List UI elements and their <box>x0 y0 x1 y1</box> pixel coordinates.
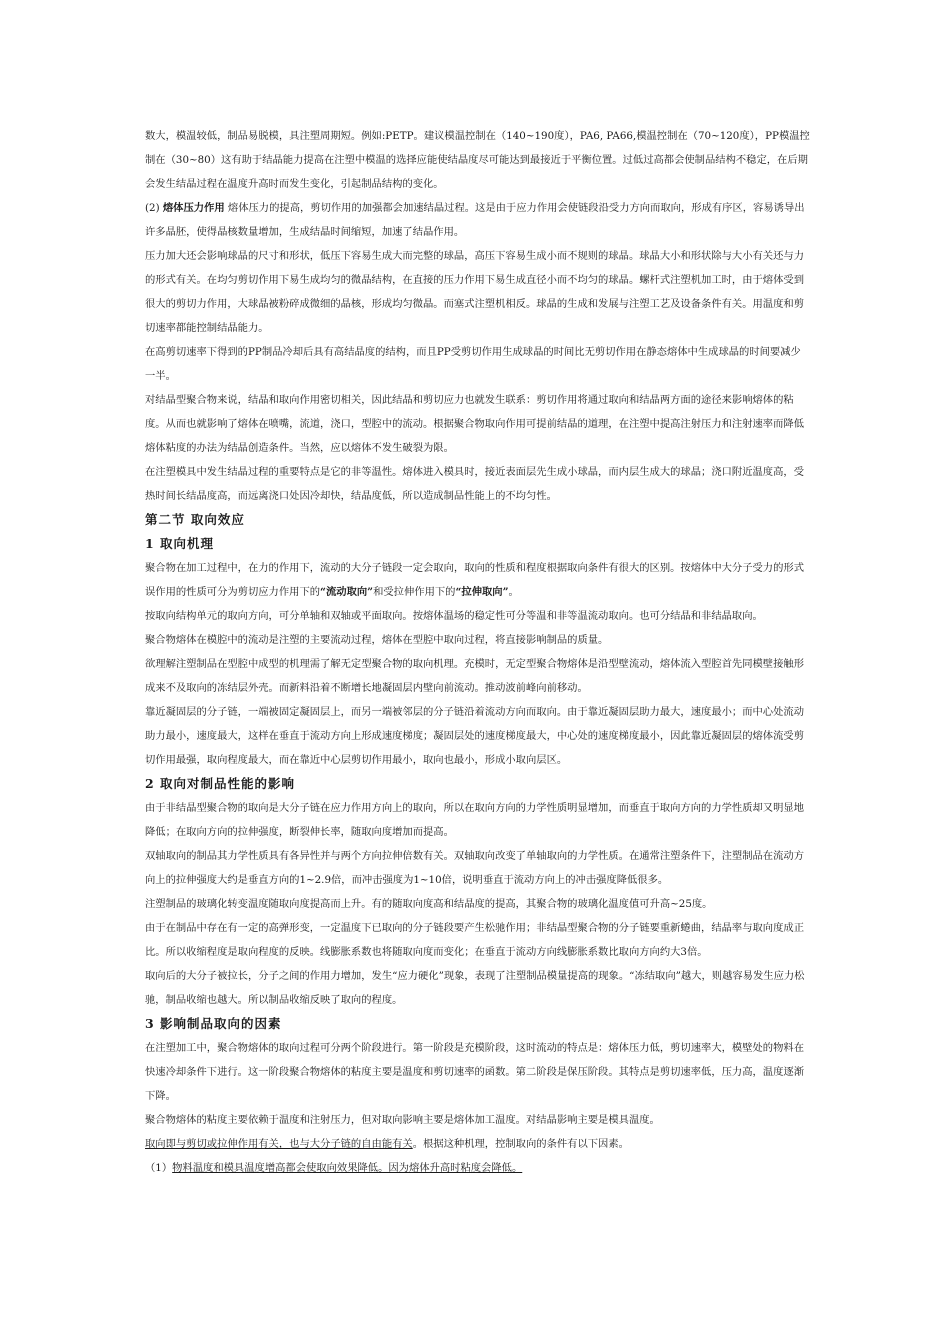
paragraph-crystallization-orientation: 对结晶型聚合物来说，结晶和取向作用密切相关，因此结晶和剪切应力也就发生联系：剪切作用将通过取向和结晶两方面的途径来影响熔体的粘度。从而也就影响了熔体在喷嘴，流道，浇口，型腔中的流动。根据聚合物取向作用可提前结晶的道理，在注塑中提高注射压力和注射速率而降低熔体粘度的办法为结晶创造条件。当然，应以熔体不发生破裂为限。 <box>145 394 804 454</box>
subheading-orientation-mechanism: 1 取向机理 <box>145 536 215 551</box>
section-heading: 第二节 取向效应 <box>145 512 245 527</box>
paragraph-viscosity: 聚合物熔体的粘度主要依赖于温度和注射压力，但对取向影响主要是熔体加工温度。对结晶影响主要是模具温度。 <box>145 1114 660 1126</box>
item-number: (2) <box>145 202 163 214</box>
item-number: （1） <box>145 1162 173 1174</box>
paragraph-cavity-flow: 聚合物熔体在模腔中的流动是注塑的主要流动过程，熔体在型腔中取向过程，将直接影响制品的质量。 <box>145 634 609 646</box>
underlined-text: 物料温度和模具温度增高都会使取向效果降低。因为熔体升高时粘度会降低。 <box>172 1162 523 1174</box>
paragraph-orientation-classification: 按取向结构单元的取向方向，可分单轴和双轴或平面取向。按熔体温场的稳定性可分等温和非等温流动取向。也可分结晶和非结晶取向。 <box>145 610 763 622</box>
paragraph-amorphous-mechanism: 欲理解注塑制品在型腔中成型的机理需了解无定型聚合物的取向机理。充模时，无定型聚合物熔体是沿型壁流动，熔体流入型腔首先同模壁接触形成来不及取向的冻结层外壳。而新料沿着不断增长地凝固层内壁向前流动。推动波前峰向前移动。 <box>145 658 804 694</box>
subheading-orientation-factors: 3 影响制品取向的因素 <box>145 1016 282 1031</box>
bold-term-stretch-orientation: “拉伸取向” <box>455 586 509 598</box>
paragraph-temperature-factor <box>145 1156 810 1180</box>
paragraph-glass-transition: 注塑制品的玻璃化转变温度随取向度提高而上升。有的随取向度高和结晶度的提高，其聚合物的玻璃化温度值可升高~25度。 <box>145 898 713 910</box>
paragraph-text: 。 <box>508 586 519 598</box>
paragraph-velocity-gradient: 靠近凝固层的分子链，一端被固定凝固层上，而另一端被邻层的分子链沿着流动方向而取向。由于靠近凝固层助力最大，速度最小；而中心处流动助力最小，速度最大，这样在垂直于流动方向上形成速度梯度；凝固层处的速度梯度最大，中心处的速度梯度最小，因此靠近凝固层的熔体流受剪切作用最强，取向程度最大，而在靠近中心层剪切作用最小，取向也最小，形成小取向层区。 <box>145 706 804 766</box>
paragraph-orientation-types <box>145 556 810 604</box>
paragraph-spherulite-size: 压力加大还会影响球晶的尺寸和形状，低压下容易生成大而完整的球晶，高压下容易生成小而不规则的球晶。球晶大小和形状除与大小有关还与力的形式有关。在均匀剪切作用下易生成均匀的微晶结构，在直接的压力作用下易生成直径小而不均匀的球晶。螺杆式注塑机加工时，由于熔体受到很大的剪切力作用，大球晶被粉碎成微细的晶核，形成均匀微晶。而塞式注塑机相反。球晶的生成和发展与注塑工艺及设备条件有关。用温度和剪切速率都能控制结晶能力。 <box>145 250 804 334</box>
paragraph-nonisothermal: 在注塑模具中发生结晶过程的重要特点是它的非等温性。熔体进入模具时，接近表面层先生成小球晶，而内层生成大的球晶；浇口附近温度高，受热时间长结晶度高，而远离浇口处因冷却快，结晶度低，所以造成制品性能上的不均匀性。 <box>145 466 804 502</box>
paragraph-two-stages: 在注塑加工中，聚合物熔体的取向过程可分两个阶段进行。第一阶段是充模阶段，这时流动的特点是：熔体压力低，剪切速率大，模壁处的物料在快速冷却条件下进行。这一阶段聚合物熔体的粘度主要是温度和剪切速率的函数。第二阶段是保压阶段。其特点是剪切速率低，压力高，温度逐渐下降。 <box>145 1042 804 1102</box>
bold-term-melt-pressure: 熔体压力作用 <box>162 202 225 214</box>
paragraph-text: 。根据这种机理，控制取向的条件有以下因素。 <box>412 1138 629 1150</box>
paragraph-text: 聚合物在加工过程中，在力的作用下，流动的大分子链段一定会取向，取向的性质和程度根据取向条件有很大的区别。按熔体中大分子受力的形式误作用的性质可分为剪切应力作用下的 <box>145 562 804 598</box>
paragraph-mold-temperature: 数大，模温较低，制品易脱模，具注塑周期短。例如:PETP。建议模温控制在（140~190度），PA6, PA66,模温控制在（70~120度），PP模温控制在（30~80）这有助于结晶能力提高在注塑中模温的选择应能使结晶度尽可能达到最接近于平衡位置。过低过高都会使制品结构不稳定，在后期会发生结晶过程在温度升高时而发生变化，引起制品结构的变化。 <box>145 130 810 190</box>
paragraph-mechanical-properties: 由于非结晶型聚合物的取向是大分子链在应力作用方向上的取向，所以在取向方向的力学性质明显增加，而垂直于取向方向的力学性质却又明显地降低；在取向方向的拉伸强度，断裂伸长率，随取向度增加而提高。 <box>145 802 804 838</box>
paragraph-biaxial: 双轴取向的制品其力学性质具有各异性并与两个方向拉伸倍数有关。双轴取向改变了单轴取向的力学性质。在通常注塑条件下，注塑制品在流动方向上的拉伸强度大约是垂直方向的1~2.9倍，而冲击强度为1~10倍，说明垂直于流动方向上的冲击强度降低很多。 <box>145 850 804 886</box>
paragraph-stress-hardening: 取向后的大分子被拉长，分子之间的作用力增加，发生“应力硬化”现象，表现了注塑制品模量提高的现象。“冻结取向”越大，则越容易发生应力松驰，制品收缩也越大。所以制品收缩反映了取向的程度。 <box>145 970 805 1006</box>
underlined-text: 取向即与剪切或拉伸作用有关，也与大分子链的自由能有关 <box>145 1138 413 1150</box>
bold-term-flow-orientation: “流动取向” <box>320 586 374 598</box>
subheading-orientation-effects: 2 取向对制品性能的影响 <box>145 776 296 791</box>
document-body <box>145 124 810 1180</box>
paragraph-shrinkage: 由于在制品中存在有一定的高弹形变，一定温度下已取向的分子链段要产生松驰作用；非结晶型聚合物的分子链要重新蜷曲，结晶率与取向度成正比。所以收缩程度是取向程度的反映。线膨胀系数也将随取向度而变化；在垂直于流动方向线膨胀系数比取向方向约大3倍。 <box>145 922 804 958</box>
paragraph-melt-pressure <box>145 196 810 244</box>
paragraph-text: 和受拉伸作用下的 <box>373 586 456 598</box>
paragraph-free-energy <box>145 1132 810 1156</box>
paragraph-text: 熔体压力的提高，剪切作用的加强都会加速结晶过程。这是由于应力作用会使链段沿受力方向而取向，形成有序区，容易诱导出许多晶胚，使得晶核数量增加，生成结晶时间缩短，加速了结晶作用。 <box>145 202 805 238</box>
paragraph-pp-shear: 在高剪切速率下得到的PP制品冷却后具有高结晶度的结构，而且PP受剪切作用生成球晶的时间比无剪切作用在静态熔体中生成球晶的时间要减少一半。 <box>145 346 801 382</box>
